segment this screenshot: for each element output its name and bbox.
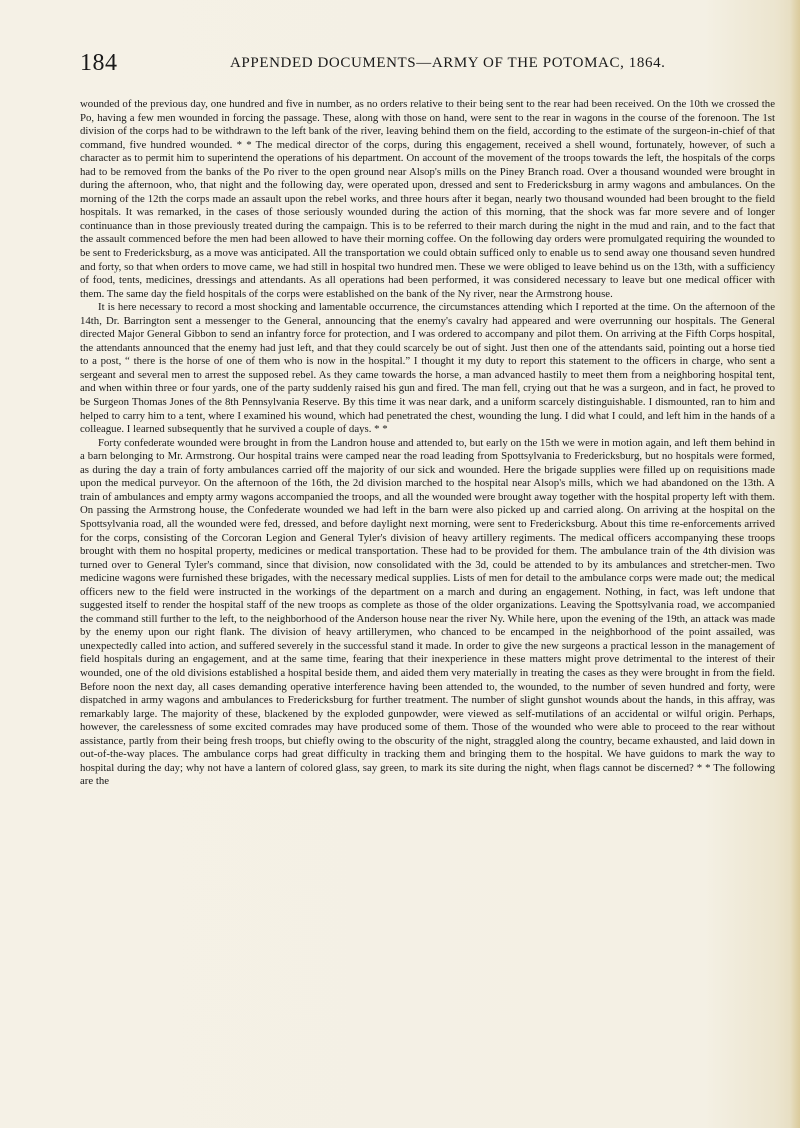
running-head: APPENDED DOCUMENTS—ARMY OF THE POTOMAC, 1864. xyxy=(230,55,666,71)
body-text xyxy=(80,98,775,789)
paragraph-1: wounded of the previous day, one hundred and five in number, as no orders relative to their being sent to the rear had been received. On the 10th we crossed the Po, having a few men wounded in forcing the passage. These, along with those on hand, were sent to the rear in wagons in the course of the forenoon. The 1st division of the corps had to be withdrawn to the left bank of the river, leaving behind them on the field, according to the estimate of the surgeon-in-chief of that command, five hundred wounded. * * The medical director of the corps, during this engagement, received a shell wound, fortunately, however, of such a character as to permit him to superintend the operations of his department. On account of the movement of the troops towards the left, the hospitals of the corps had to be removed from the banks of the Po river to the open ground near Alsop's mills on the Piney Branch road. Over a thousand wounded were brought in during the afternoon, who, that night and the following day, were operated upon, dressed and sent to Fredericksburg in army wagons and ambulances. On the morning of the 12th the corps made an assault upon the rebel works, and three hours after it began, nearly two thousand wounded had been brought to the field hospitals. It was remarked, in the cases of those seriously wounded during the action of this morning, that the shock was far more severe and of longer continuance than in those previously treated during the campaign. This is to be referred to their march during the night in the mud and rain, and to the fact that the assault commenced before the men had been allowed to have their morning coffee. On the following day orders were promulgated requiring the wounded to be sent to Fredericksburg, as a move was anticipated. All the transportation we could obtain sufficed only to enable us to send away one thousand seven hundred and forty, so that when orders to move came, we had still in hospital two hundred men. These we were obliged to leave behind us on the 13th, with a sufficiency of food, tents, medicines, dressings and attendants. As all operations had been performed, it was considered necessary to leave but one medical officer with them. The same day the field hospitals of the corps were established on the bank of the Ny river, near the Armstrong house. xyxy=(80,98,775,300)
paragraph-2: It is here necessary to record a most shocking and lamentable occurrence, the circumstances attending which I reported at the time. On the afternoon of the 14th, Dr. Barrington sent a messenger to the General, announcing that the enemy's cavalry had appeared and were overrunning our hospitals. The General directed Major General Gibbon to send an infantry force for protection, and I was ordered to accompany and pilot them. On arriving at the Fifth Corps hospital, the attendants announced that the enemy had just left, and that they could scarcely be out of sight. Just then one of the attendants said, pointing out a horse tied to a post, “ there is the horse of one of them who is now in the hospital.” I thought it my duty to report this statement to the officers in charge, who sent a sergeant and several men to arrest the supposed rebel. As they came towards the horse, a man advanced hastily to meet them from a neighboring hospital tent, and when within three or four yards, one of the party suddenly raised his gun and fired. The man fell, crying out that he was a surgeon, and in fact, he proved to be Surgeon Thomas Jones of the 8th Pennsylvania Reserve. By this time it was near dark, and a uniform scarcely distinguishable. I dismounted, ran to him and helped to carry him to a tent, where I examined his wound, which had penetrated the chest, wounding the lung. I did what I could, and left him in the hands of a colleague. I learned subsequently that he survived a couple of days. * * xyxy=(80,301,775,436)
paragraph-3: Forty confederate wounded were brought in from the Landron house and attended to, but early on the 15th we were in motion again, and left them behind in a barn belonging to Mr. Armstrong. Our hospital trains were camped near the road leading from Spottsylvania to Fredericksburg, but no hospitals were formed, as during the day a train of forty ambulances carried off the majority of our sick and wounded. Here the brigade supplies were filled up on requisitions made upon the medical purveyor. On the afternoon of the 16th, the 2d division marched to the hospital near Alsop's mills, which we had abandoned on the 13th. A train of ambulances and empty army wagons accompanied the troops, and all the wounded were brought away together with the hospital property left with them. On passing the Armstrong house, the Confederate wounded we had left in the barn were also picked up and carried along. On arriving at the hospital on the Spottsylvania road, all the wounded were fed, dressed, and before daylight next morning, were sent to Fredericksburg. About this time re-enforcements arrived for the corps, consisting of the Corcoran Legion and General Tyler's division of heavy artillery regiments. The medical officers accompanying these troops brought with them no hospital property, medicines or medical transportation. These had to be provided for them. The ambulance train of the 4th division was turned over to General Tyler's command, since that division, now consolidated with the 3d, could be attended to by its ambulances and stretcher-men. Two medicine wagons were furnished these brigades, with the necessary medical supplies. Lists of men for detail to the ambulance corps were made out; the medical officers new to the field were instructed in the workings of the department on a march and during an engagement. Nothing, in fact, was left undone that suggested itself to render the hospital staff of the new troops as complete as those of the older organizations. Leaving the Spottsylvania road, we accompanied the command still further to the left, to the neighborhood of the Anderson house near the river Ny. While here, upon the evening of the 19th, an attack was made by the enemy upon our right flank. The division of heavy artillerymen, who chanced to be encamped in the neighborhood of the point assailed, was unexpectedly called into action, and suffered severely in the successful stand it made. In order to give the new surgeons a practical lesson in the management of field hospitals during an engagement, and at the same time, fearing that their inexperience in these matters might prove detrimental to the interest of their wounded, one of the old divisions established a hospital beside them, and aided them very materially in treating the cases as they were brought in from the field. Before noon the next day, all cases demanding operative interference having been attended to, the wounded, to the number of seven hundred and forty, were dispatched in army wagons and ambulances to Fredericksburg for further treatment. The number of slight gunshot wounds about the hands, in this affray, was remarkably large. The majority of these, blackened by the exploded gunpowder, were viewed as self-mutilations of an accidental or wilful origin. Perhaps, however, the carelessness of some excited comrades may have produced some of them. Those of the wounded who were able to proceed to the rear without assistance, partly from their being fresh troops, but chiefly owing to the obscurity of the night, straggled along the country, became exhausted, and laid down in out-of-the-way places. The ambulance corps had great difficulty in tracking them and bringing them to the hospital. We have guidons to mark the way to hospital during the day; why not have a lantern of colored glass, say green, to mark its site during the night, when flags cannot be discerned? * * The following are the xyxy=(80,436,775,788)
page-number: 184 xyxy=(80,50,118,76)
page-edge-shading xyxy=(790,0,800,1128)
page-header xyxy=(80,50,775,78)
